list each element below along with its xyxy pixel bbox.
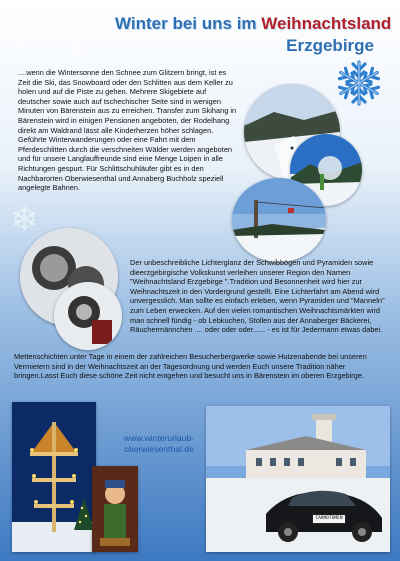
smoker-figure-photo <box>54 282 122 350</box>
background-snowflake-icon: ❄ <box>4 10 36 54</box>
page-subtitle: Erzgebirge <box>286 36 374 55</box>
raeuchermann-photo <box>92 466 138 552</box>
page-title <box>115 14 391 34</box>
snowflake-icon <box>334 58 384 108</box>
website-link-line2: oberwiesenthal.de <box>124 444 194 454</box>
ski-lift-photo <box>232 178 326 262</box>
background-snowflake-icon: ❄ <box>10 200 39 240</box>
fichtelberg-car-photo <box>206 406 390 552</box>
license-plate: CARMOTOMEN <box>312 514 346 524</box>
background-snowflake-icon: ❄ <box>70 40 89 65</box>
christmas-text: Der unbeschreibliche Lichterglanz der Schwibbögen und Pyramiden sowie dieerzgebirgische Volkskunst verleihen unserer Region den Namen "Weihnachtsland Erzgebirge ".Tradition und Besonnenheit wird hier zur Weihnachtszeit in den Vordergrund gestellt. Eine Lichterfahrt am Abend wird unvergesslich. Man sollte es einfach erleben, wenn Pyramiden und "Manneln" zum Leben erwecken. Auf den vielen romantischen Weihnachtsmärkten wird man schnell fündig - ob Lebkuchen, Stollen aus der Annaberger Bäckerei, Räuchermännchen .... oder oder oder...... - es ist für Jedermann etwas dabei. <box>130 258 385 335</box>
title-text: Winter bei uns im <box>115 14 262 33</box>
website-link-line1: www.winterurlaub- <box>123 433 195 443</box>
christmas-pyramid-photo <box>12 402 96 552</box>
title-accent-text: Weihnachtsland <box>261 14 392 33</box>
mining-tradition-text: Mettenschichten unter Tage in einem der zahlreichen Besucherbergwerke sowie Hutzenabende bei unseren Vermietern sind in der Weihnachtszeit an der Tagesordnung und werden Euch unsere Tradition näher bringen.Lasst Euch diese schöne Zeit nicht entgehen und besucht uns in Bärenstein im oberen Erzgebirge. <box>14 352 367 381</box>
website-link[interactable] <box>104 433 214 455</box>
winter-sports-text: ....wenn die Wintersonne den Schnee zum Glitzern bringt, ist es Zeit die Ski, das Snowboard oder den Schlitten aus dem Keller zu holen und auf die Piste zu gehen. Mehrere Skigebiete auf deutscher sowie auch auf tschechischer Seite sind in wenigen Minuten von Bärenstein aus zu erreichen. Transfer zum Skihang in Bärenstein wird in einigen Pensionen angeboten, der Rodelhang direkt am Waldrand lässt alle Kinderherzen höher schlagen. Geführte Winterwanderungen oder eine Fahrt mit dem Pferdeschlitten durch die verschneiten Wälder werden angeboten und für unsere Langlauffreunde sind eine Menge Loipen in alle Richtungen gespurt. Für Schlittschuhläufer gibt es in den Nachbarorten Oberwiesenthal und Annaberg Buchholz speziell angelegte Bahnen. <box>18 68 237 193</box>
